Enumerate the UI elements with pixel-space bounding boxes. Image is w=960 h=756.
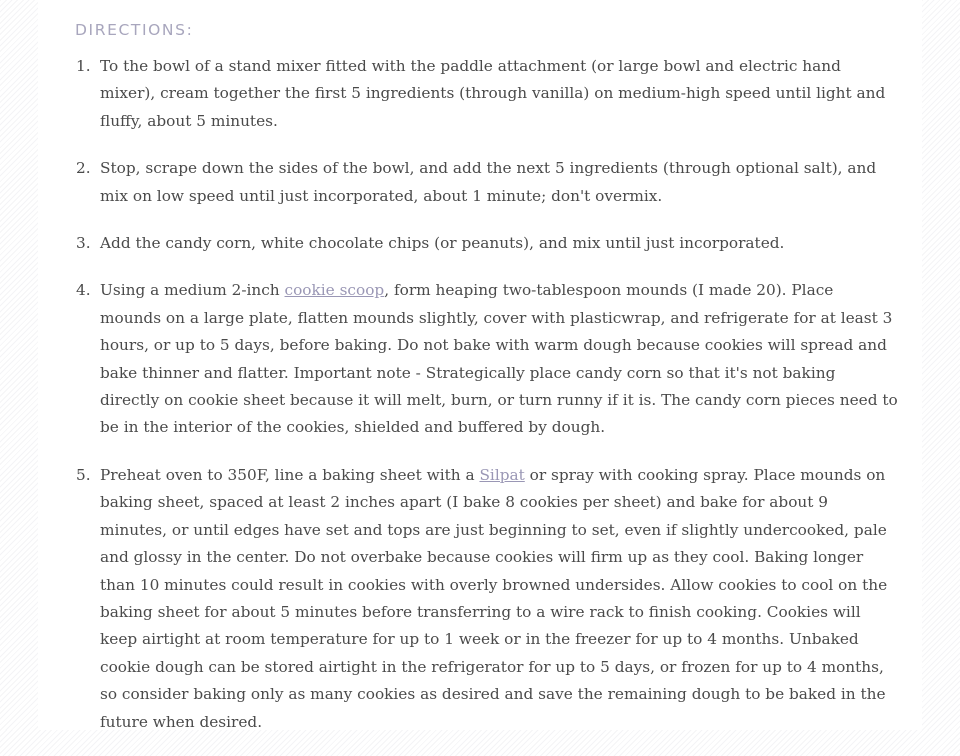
direction-step-2 xyxy=(76,155,898,210)
cookie-scoop-link[interactable]: cookie scoop xyxy=(284,281,385,300)
directions-heading: DIRECTIONS: xyxy=(75,21,194,39)
step-number: 3. xyxy=(76,234,91,253)
directions-list xyxy=(76,53,898,756)
direction-step-5 xyxy=(76,462,898,736)
direction-step-4 xyxy=(76,277,898,441)
recipe-directions-panel xyxy=(38,0,922,730)
step-text: To the bowl of a stand mixer fitted with the paddle attachment (or large bowl and electric hand mixer), cream together the first 5 ingredients (through vanilla) on medium-high speed until light and fluffy, about 5 minutes. xyxy=(100,57,886,130)
direction-step-1 xyxy=(76,53,898,135)
silpat-link[interactable]: Silpat xyxy=(479,465,525,484)
step-text-before-link: Using a medium 2-inch xyxy=(100,281,285,300)
direction-step-3 xyxy=(76,230,898,257)
step-text-before-link: Preheat oven to 350F, line a baking sheet with a xyxy=(100,465,480,484)
step-number: 1. xyxy=(76,57,91,75)
step-number: 4. xyxy=(76,281,91,300)
step-text: Stop, scrape down the sides of the bowl, and add the next 5 ingredients (through optional salt), and mix on low speed until just incorporated, about 1 minute; don't overmix. xyxy=(100,159,877,205)
step-text-after-link: or spray with cooking spray. Place mounds on baking sheet, spaced at least 2 inches apart (I bake 8 cookies per sheet) and bake for about 9 minutes, or until edges have set and tops are just beginning to set, even if slightly undercooked, pale and glossy in the center. Do not overbake because cookies will firm up as they cool. Baking longer than 10 minutes could result in cookies with overly browned undersides. Allow cookies to cool on the baking sheet for about 5 minutes before transferring to a wire rack to finish cooking. Cookies will keep airtight at room temperature for up to 1 week or in the freezer for up to 4 months. Unbaked cookie dough can be stored airtight in the refrigerator for up to 5 days, or frozen for up to 4 months, so consider baking only as many cookies as desired and save the remaining dough to be baked in the future when desired. xyxy=(100,465,888,731)
step-number: 5. xyxy=(76,465,91,484)
step-text-after-link: , form heaping two-tablespoon mounds (I made 20). Place mounds on a large plate, flatten mounds slightly, cover with plasticwrap, and refrigerate for at least 3 hours, or up to 5 days, before baking. Do not bake with warm dough because cookies will spread and bake thinner and flatter. Important note - Strategically place candy corn so that it's not baking directly on cookie sheet because it will melt, burn, or turn runny if it is. The candy corn pieces need to be in the interior of the cookies, shielded and buffered by dough. xyxy=(100,281,898,437)
step-number: 2. xyxy=(76,159,91,178)
step-text: Add the candy corn, white chocolate chips (or peanuts), and mix until just incorporated. xyxy=(100,234,785,253)
